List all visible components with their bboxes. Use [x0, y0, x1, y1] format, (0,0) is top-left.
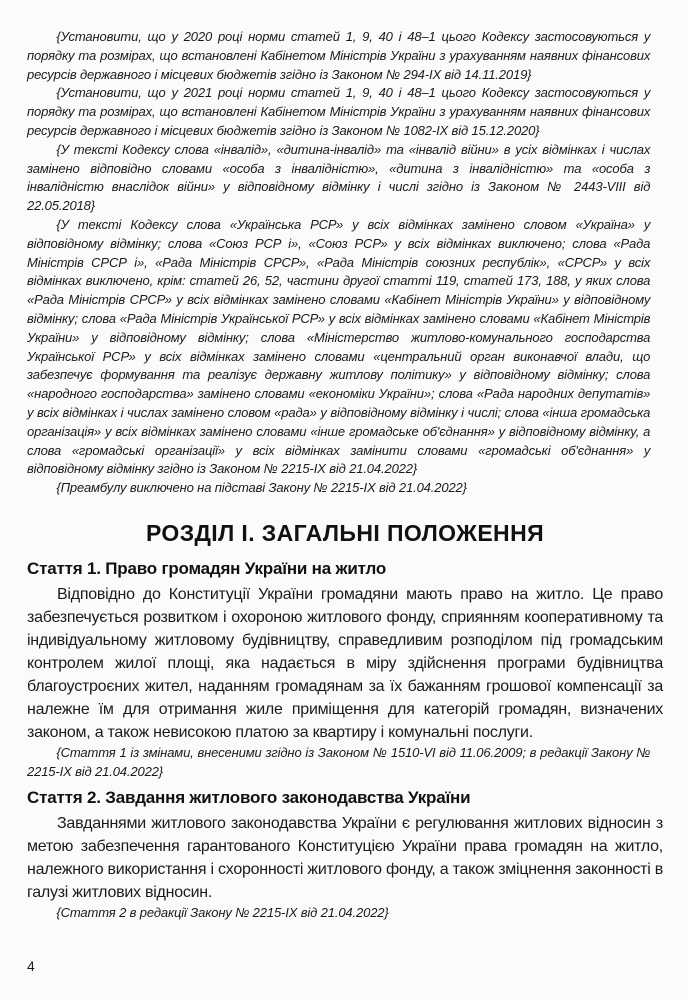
page-number: 4 — [27, 958, 35, 974]
article-title: Стаття 1. Право громадян України на житло — [27, 558, 387, 578]
article-1 — [27, 559, 663, 782]
article-2 — [27, 788, 663, 923]
article-body: Завданнями житлового законодавства України є регулювання житлових відносин з метою забезпечення гарантованого Конституцією України права громадян на житло, належного використання і схоронності житлового фонду, а також зміцнення законності в галузі житлових відносин. — [27, 814, 663, 901]
article-note: {Стаття 1 із змінами, внесеними згідно із Законом № 1510-VI від 11.06.2009; в редакції Закону № 2215-IX від 21.04.2022} — [27, 744, 651, 779]
section-title: РОЗДІЛ І. ЗАГАЛЬНІ ПОЛОЖЕННЯ — [145, 519, 545, 546]
article-title: Стаття 2. Завдання житлового законодавства України — [27, 787, 471, 807]
article-body: Відповідно до Конституції України громадяни мають право на житло. Це право забезпечується розвитком і охороною житлового фонду, сприянням кооперативному та індивідуальному житловому будівництву, справедливим розподілом під громадським контролем жилої площі, яка надається в міру здійснення програми будівництва благоустроєних жител, наданням громадянам за їх бажанням грошової компенсації за належне їм для отримання жиле приміщення для категорій громадян, визначених законом, а також невисокою платою за квартиру і комунальні послуги. — [27, 585, 663, 741]
preamble-note: {Преамбулу виключено на підставі Закону № 2215-IX від 21.04.2022} — [56, 480, 467, 496]
document-page — [27, 28, 663, 922]
amendment-note: {Установити, що у 2020 році норми статей 1, 9, 40 і 48–1 цього Кодексу застосовуються у порядку та розмірах, що встановлені Кабінетом Міністрів України з урахуванням наявних фінансових ресурсів державного і місцевих бюджетів згідно із Законом № 294-IX від 14.11.2019} — [27, 29, 651, 82]
article-note: {Стаття 2 в редакції Закону № 2215-IX від 21.04.2022} — [56, 904, 389, 920]
amendment-note: {У тексті Кодексу слова «інвалід», «дитина-інвалід» та «інвалід війни» в усіх відмінках і числах замінено відповідно словами «особа з інвалідністю», «дитина з інвалідністю» та «особа з інвалідністю внаслідок війни» у відповідному відмінку і числі згідно із Законом № 2443-VIII від 22.05.2018} — [27, 141, 651, 214]
amendment-note: {У тексті Кодексу слова «Українська РСР» у всіх відмінках замінено словом «Україна» у відповідному відмінку; слова «Союз РСР і», «Союз РСР» у всіх відмінках виключено; слова «Рада Міністрів СРСР і», «Рада Міністрів СРСР», «Рада Міністрів союзних республік», «СРСР» у всіх відмінках виключено, крім: статей 26, 52, частини другої статті 119, статей 173, 188, у яких слова «Рада Міністрів СРСР» у всіх відмінках замінено словами «Кабінет Міністрів України» у відповідному відмінку; слова «Рада Міністрів Української РСР» у всіх відмінках замінено словами «Кабінет Міністрів України» у відповідному відмінку; слова «Міністерство житлово-комунального господарства Української РСР» у всіх відмінках замінено словами «центральний орган виконавчої влади, що забезпечує формування та реалізує державну житлову політику» у відповідному відмінку; слова «народного господарства» замінено словами «економіки України»; слова «Рада народних депутатів» у всіх відмінках і числах замінено словом «рада» у відповідному відмінку і числі; слова «інша громадська організація» у всіх відмінках замінено словами «інше громадське об'єднання» у відповідному відмінку, а слова «громадські організації» у всіх відмінках замінити словами «громадські об'єднання» у відповідному відмінку згідно із Законом № 2215-IX від 21.04.2022} — [27, 216, 651, 477]
amendment-note: {Установити, що у 2021 році норми статей 1, 9, 40 і 48–1 цього Кодексу застосовуються у порядку та розмірах, що встановлені Кабінетом Міністрів України з урахуванням наявних фінансових ресурсів державного і місцевих бюджетів згідно із Законом № 1082-IX від 15.12.2020} — [27, 85, 651, 138]
